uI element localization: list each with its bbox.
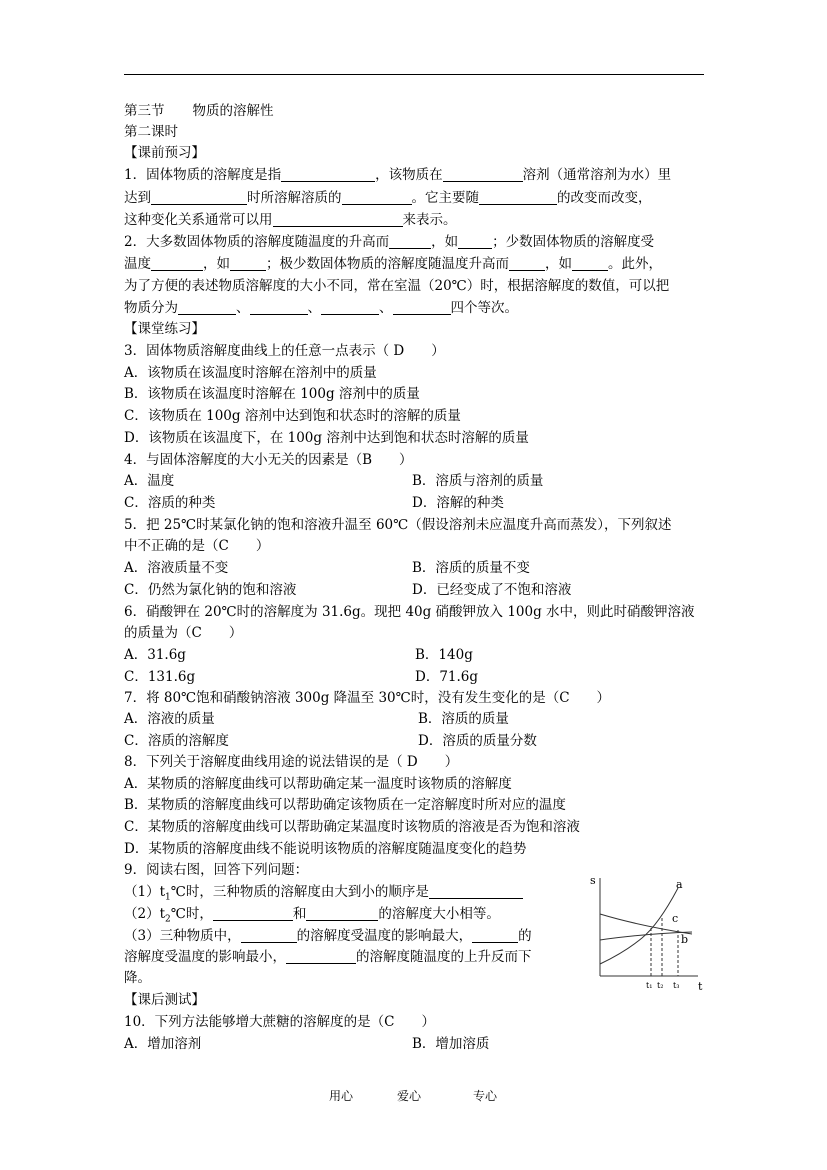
curve-a	[600, 888, 678, 964]
question-9-part-3-line-2: 溶解度受温度的影响最小， 的溶解度随温度的上升反而下	[124, 949, 532, 965]
blank[interactable]	[306, 906, 378, 921]
practice-heading: 【课堂练习】	[124, 321, 205, 337]
question-6-option-a[interactable]: A．31.6g	[124, 647, 186, 663]
blank[interactable]	[572, 256, 608, 271]
question-3-option-a[interactable]: A．该物质在该温度时溶解在溶剂中的质量	[124, 365, 377, 381]
question-2-line-3: 为了方便的表述物质溶解度的大小不同，常在室温（20℃）时，根据溶解度的数值，可以把	[124, 278, 670, 294]
blank[interactable]	[429, 884, 523, 899]
question-5-stem-2: 中不正确的是（C ）	[124, 538, 270, 554]
curve-b-label: b	[681, 933, 689, 946]
curve-c-label: c	[672, 912, 679, 925]
solubility-curve-figure	[580, 868, 710, 994]
question-9-part-3-line-1: （3）三种物质中， 的溶解度受温度的影响最大， 的	[124, 928, 532, 944]
section-heading	[124, 101, 274, 121]
question-7-option-c[interactable]: C．溶质的溶解度	[124, 733, 229, 749]
blank[interactable]	[151, 256, 203, 271]
question-8-option-b[interactable]: B．某物质的溶解度曲线可以帮助确定该物质在一定溶解度时所对应的温度	[124, 797, 566, 813]
footer-text-2: 爱心	[397, 1089, 422, 1103]
t1-label: t₁	[646, 981, 653, 990]
question-1-line-1: 1．固体物质的溶解度是指 ，该物质在 溶剂（通常溶剂为水）里	[124, 167, 672, 183]
blank[interactable]	[342, 190, 412, 205]
question-9-part-1: $(1)t_1℃$时，三种物质的溶解度由大到小的顺序是	[124, 882, 523, 908]
question-5-option-c[interactable]: C．仍然为氯化钠的饱和溶液	[124, 582, 297, 598]
question-6-stem-2: 的质量为（C ）	[124, 625, 243, 641]
blank[interactable]	[321, 300, 379, 315]
question-4-stem: 4．与固体溶解度的大小无关的因素是（B ）	[124, 452, 413, 468]
blank[interactable]	[281, 167, 375, 182]
question-5-option-a[interactable]: A．溶液质量不变	[124, 560, 229, 576]
section-title: 物质的溶解性	[192, 103, 274, 119]
blank[interactable]	[479, 190, 557, 205]
blank[interactable]	[151, 190, 247, 205]
question-3-option-c[interactable]: C．该物质在 100g 溶剂中达到饱和状态时的溶解的质量	[124, 408, 461, 424]
question-10-option-b[interactable]: B．增加溶质	[412, 1036, 490, 1052]
blank[interactable]	[273, 212, 403, 227]
blank[interactable]	[443, 167, 523, 182]
question-4-option-a[interactable]: A．温度	[124, 473, 175, 489]
blank[interactable]	[509, 256, 545, 271]
question-5-stem-1: 5．把 25℃时某氯化钠的饱和溶液升温至 60℃（假设溶剂未应温度升高而蒸发），下列叙述	[124, 517, 672, 533]
question-6-option-b[interactable]: B．140g	[415, 647, 473, 663]
blank[interactable]	[178, 300, 236, 315]
question-9-part-3-line-3: 降。	[124, 970, 151, 986]
question-8-option-d[interactable]: D．某物质的溶解度曲线不能说明该物质的溶解度随温度变化的趋势	[124, 841, 527, 857]
question-5-option-d[interactable]: D．已经变成了不饱和溶液	[412, 582, 572, 598]
lesson-label: 第二课时	[124, 124, 178, 140]
question-6-option-d[interactable]: D．71.6g	[415, 669, 479, 685]
x-axis-label: t	[698, 980, 703, 993]
question-4-option-c[interactable]: C．溶质的种类	[124, 495, 216, 511]
blank[interactable]	[250, 300, 308, 315]
question-7-option-a[interactable]: A．溶液的质量	[124, 711, 215, 727]
question-8-option-a[interactable]: A．某物质的溶解度曲线可以帮助确定某一温度时该物质的溶解度	[124, 776, 512, 792]
question-8-option-c[interactable]: C．某物质的溶解度曲线可以帮助确定某温度时该物质的溶液是否为饱和溶液	[124, 819, 580, 835]
header-rule	[124, 74, 704, 75]
question-9-stem: 9．阅读右图，回答下列问题：	[124, 862, 309, 878]
blank[interactable]	[389, 234, 431, 249]
question-3-stem: 3．固体物质溶解度曲线上的任意一点表示（ D ）	[124, 343, 445, 359]
question-5-option-b[interactable]: B．溶质的质量不变	[412, 560, 530, 576]
blank[interactable]	[213, 906, 293, 921]
question-4-option-d[interactable]: D．溶解的种类	[412, 495, 504, 511]
question-2-line-4: 物质分为 、 、 、 四个等次。	[124, 300, 518, 316]
question-10-stem: 10．下列方法能够增大蔗糖的溶解度的是（C ）	[124, 1014, 436, 1030]
section-number: 第三节	[124, 103, 165, 119]
blank[interactable]	[393, 300, 451, 315]
question-8-stem: 8．下列关于溶解度曲线用途的说法错误的是（ D ）	[124, 754, 459, 770]
question-10-option-a[interactable]: A．增加溶剂	[124, 1036, 202, 1052]
question-2-line-1: 2．大多数固体物质的溶解度随温度的升高而 ，如 ；少数固体物质的溶解度受	[124, 234, 655, 250]
blank[interactable]	[472, 928, 518, 943]
footer-text-3: 专心	[473, 1089, 498, 1103]
preview-heading: 【课前预习】	[124, 145, 205, 161]
blank[interactable]	[458, 234, 492, 249]
question-6-option-c[interactable]: C．131.6g	[124, 669, 196, 685]
question-2-line-2: 温度 ，如 ；极少数固体物质的溶解度随温度升高而 ，如 。此外，	[124, 256, 662, 272]
blank[interactable]	[230, 256, 266, 271]
footer-text-1: 用心	[329, 1089, 354, 1103]
blank[interactable]	[241, 928, 297, 943]
test-heading: 【课后测试】	[124, 992, 205, 1008]
question-4-option-b[interactable]: B．溶质与溶剂的质量	[412, 473, 544, 489]
y-axis-label: s	[590, 874, 596, 887]
question-7-option-d[interactable]: D．溶质的质量分数	[418, 733, 537, 749]
question-6-stem-1: 6．硝酸钾在 20℃时的溶解度为 31.6g。现把 40g 硝酸钾放入 100g 水中，则此时硝酸钾溶液	[124, 604, 695, 620]
t2-label: t₂	[657, 981, 664, 990]
t3-label: t₃	[673, 981, 680, 990]
question-3-option-b[interactable]: B．该物质在该温度时溶解在 100g 溶剂中的质量	[124, 386, 420, 402]
question-1-line-2: 达到 时所溶解溶质的 。它主要随 的改变而改变，	[124, 190, 652, 206]
question-1-line-3: 这种变化关系通常可以用 来表示。	[124, 212, 457, 228]
question-3-option-d[interactable]: D．该物质在该温度下，在 100g 溶剂中达到饱和状态时溶解的质量	[124, 430, 529, 446]
question-7-option-b[interactable]: B．溶质的质量	[418, 711, 509, 727]
blank[interactable]	[286, 949, 356, 964]
curve-a-label: a	[676, 878, 683, 891]
question-9-part-2: $(2)t_2℃$时， 和 的溶解度大小相等。	[124, 906, 500, 925]
question-7-stem: 7．将 80℃饱和硝酸钠溶液 300g 降温至 30℃时，没有发生变化的是（C ）	[124, 690, 611, 706]
